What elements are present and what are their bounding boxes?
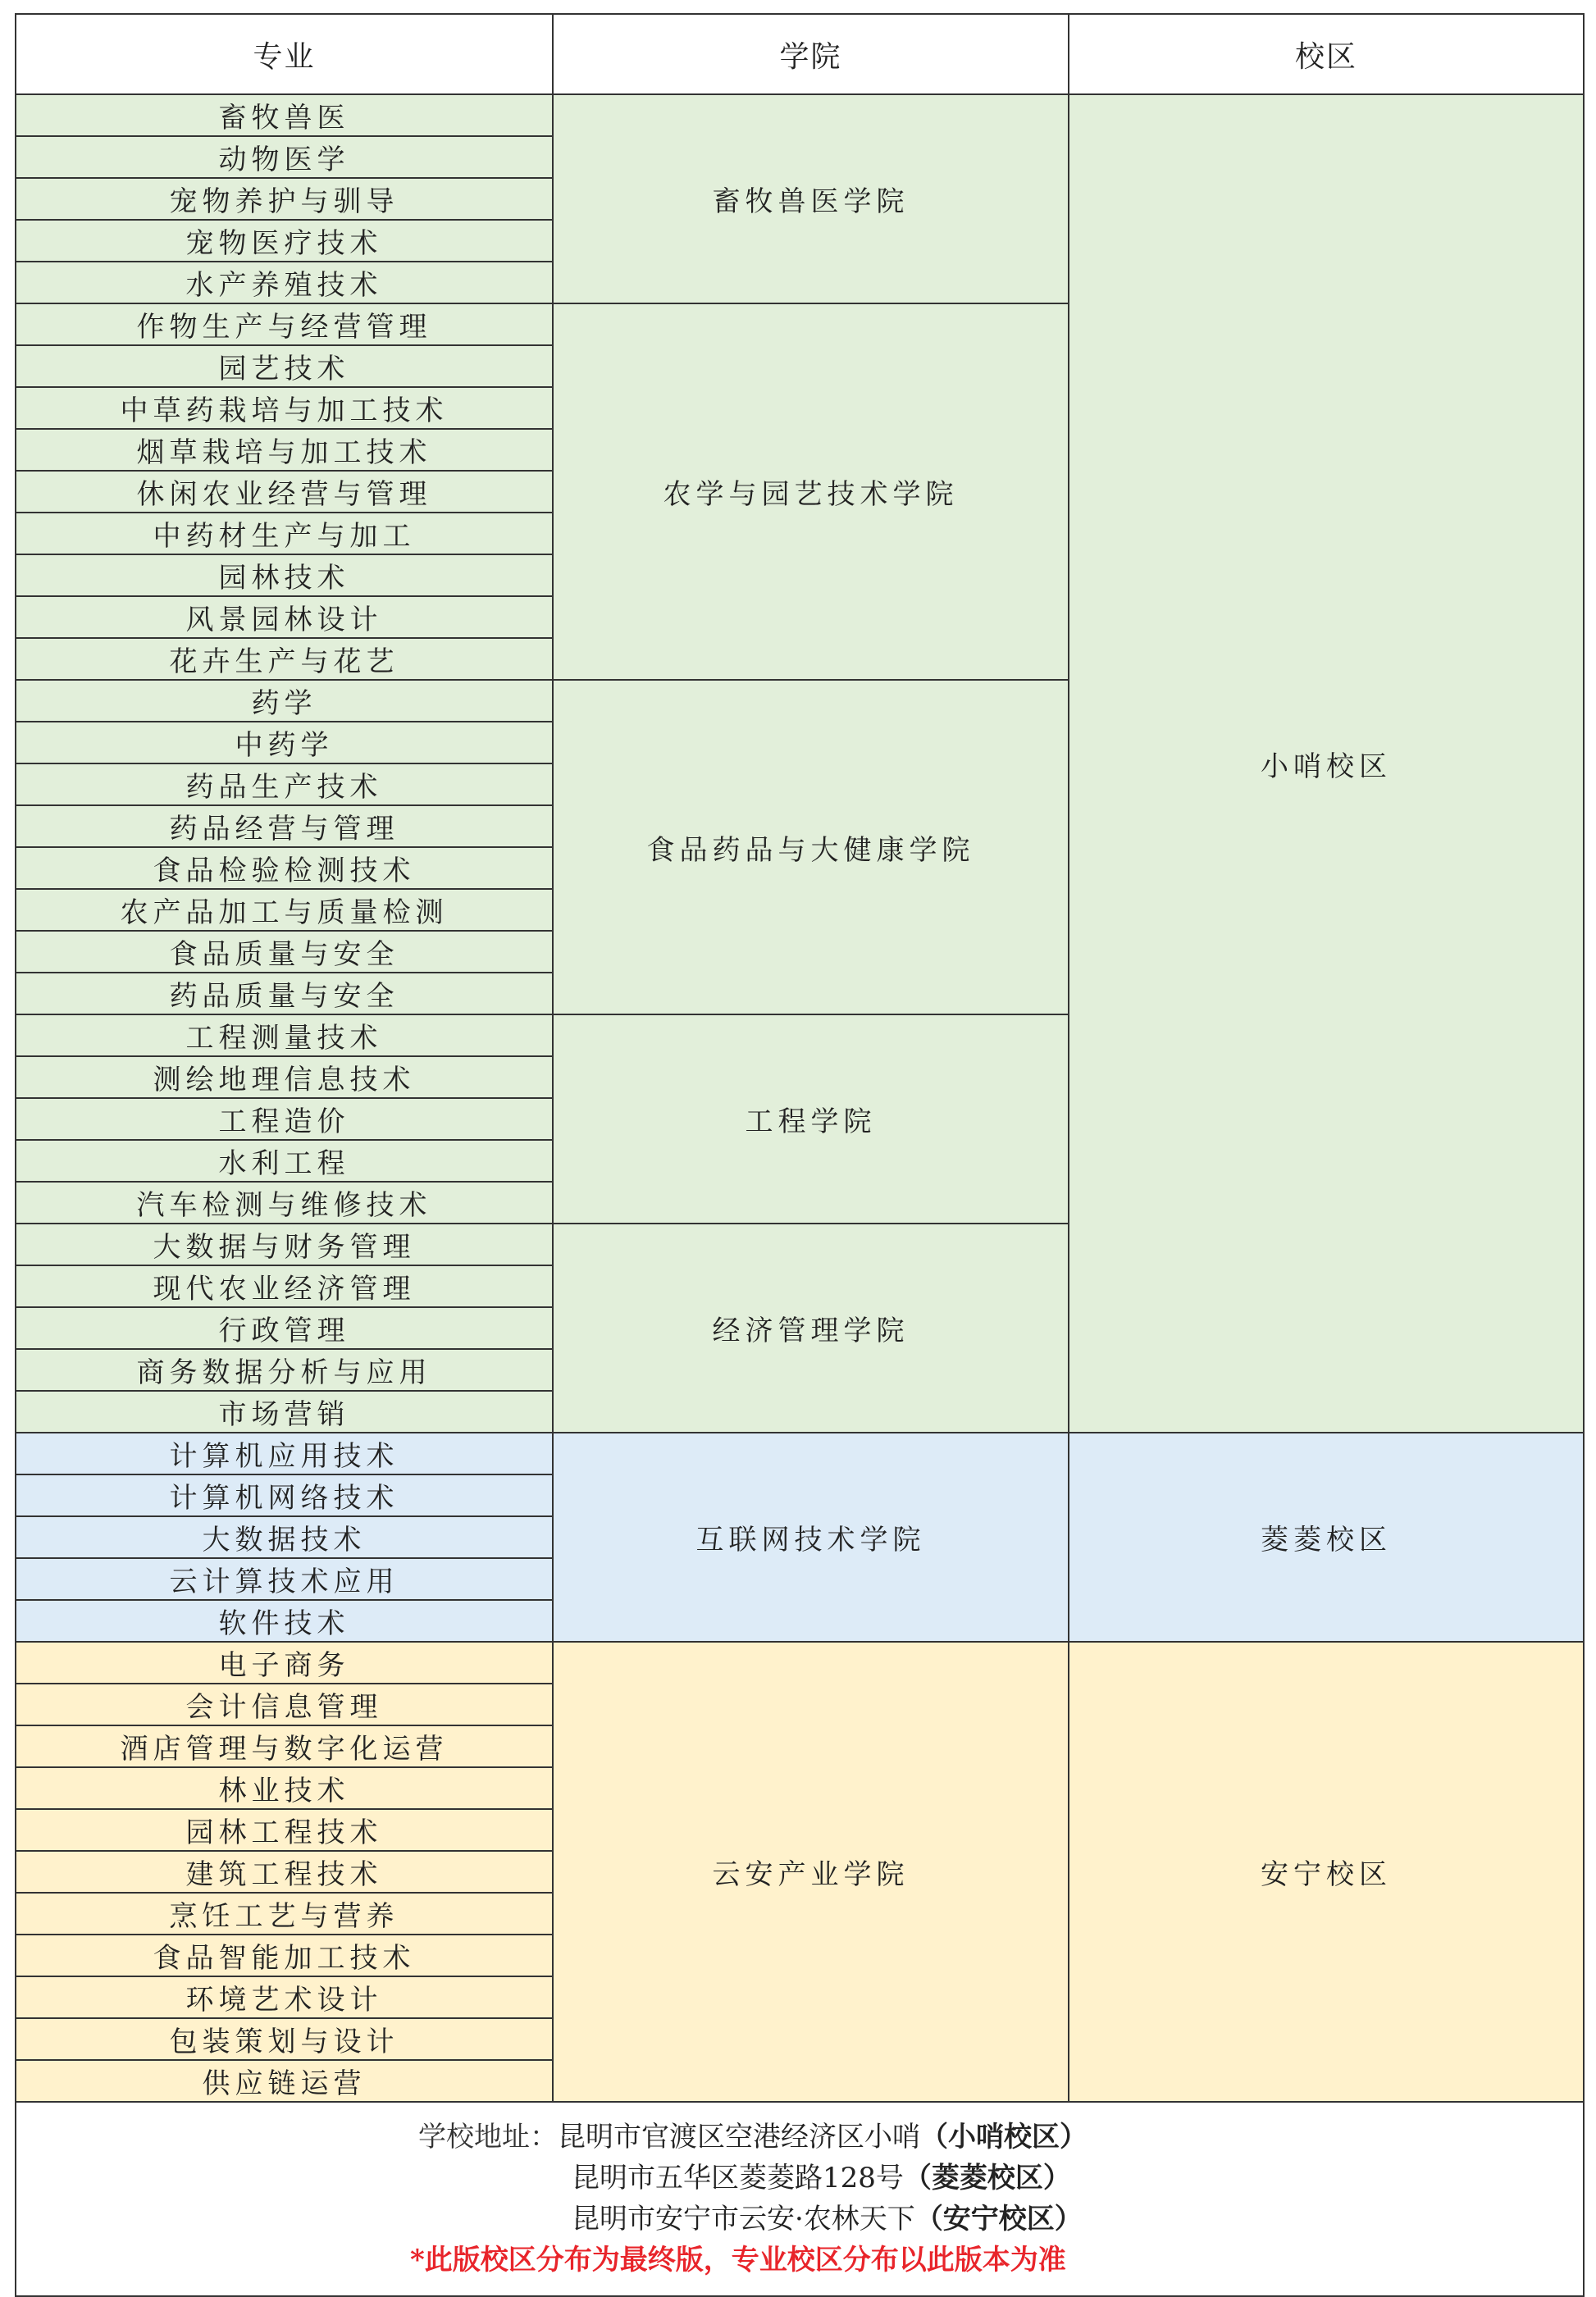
- address-text: 昆明市五华区菱菱路128号: [572, 2162, 904, 2194]
- header-campus: 校区: [1069, 14, 1584, 94]
- major-cell: 行政管理: [16, 1307, 553, 1349]
- major-cell: 大数据与财务管理: [16, 1224, 553, 1265]
- college-cell: 经济管理学院: [553, 1224, 1069, 1433]
- major-cell: 烹饪工艺与营养: [16, 1893, 553, 1935]
- major-cell: 软件技术: [16, 1600, 553, 1642]
- major-cell: 药品生产技术: [16, 763, 553, 805]
- major-cell: 园林技术: [16, 554, 553, 596]
- address-text: 昆明市安宁市云安·农林天下: [572, 2203, 915, 2235]
- lingling-campus-group: [16, 1433, 1584, 1642]
- major-cell: 工程造价: [16, 1098, 553, 1140]
- college-cell: 农学与园艺技术学院: [553, 303, 1069, 680]
- campus-cell: 安宁校区: [1069, 1642, 1584, 2102]
- major-cell: 宠物养护与驯导: [16, 178, 553, 220]
- major-cell: 园艺技术: [16, 345, 553, 387]
- major-cell: 食品质量与安全: [16, 931, 553, 973]
- major-cell: 园林工程技术: [16, 1809, 553, 1851]
- header-major: 专业: [16, 14, 553, 94]
- major-cell: 包装策划与设计: [16, 2018, 553, 2060]
- header-college: 学院: [553, 14, 1069, 94]
- major-cell: 酒店管理与数字化运营: [16, 1725, 553, 1767]
- major-cell: 风景园林设计: [16, 596, 553, 638]
- major-cell: 水产养殖技术: [16, 262, 553, 303]
- table-row: [16, 94, 1584, 136]
- major-cell: 烟草栽培与加工技术: [16, 429, 553, 471]
- major-cell: 商务数据分析与应用: [16, 1349, 553, 1391]
- major-cell: 现代农业经济管理: [16, 1265, 553, 1307]
- address-text: 昆明市官渡区空港经济区小哨: [558, 2121, 920, 2153]
- college-cell: 云安产业学院: [553, 1642, 1069, 2102]
- college-cell: 食品药品与大健康学院: [553, 680, 1069, 1014]
- major-cell: 药品质量与安全: [16, 973, 553, 1014]
- address-campus-tag: （安宁校区）: [914, 2203, 1083, 2235]
- address-campus-tag: （菱菱校区）: [903, 2162, 1071, 2194]
- major-cell: 工程测量技术: [16, 1014, 553, 1056]
- table-row: [16, 1433, 1584, 1474]
- campus-cell: 菱菱校区: [1069, 1433, 1584, 1642]
- major-cell: 计算机应用技术: [16, 1433, 553, 1474]
- major-cell: 林业技术: [16, 1767, 553, 1809]
- campus-distribution-table: [15, 13, 1585, 2297]
- final-version-notice: *此版校区分布为最终版，专业校区分布以此版本为准: [410, 2244, 1066, 2276]
- address-label: 学校地址：: [418, 2121, 558, 2153]
- major-cell: 测绘地理信息技术: [16, 1056, 553, 1098]
- major-cell: 电子商务: [16, 1642, 553, 1684]
- college-cell: 工程学院: [553, 1014, 1069, 1224]
- footer-row: [16, 2102, 1584, 2296]
- major-cell: 花卉生产与花艺: [16, 638, 553, 680]
- footer-cell: [16, 2102, 1584, 2296]
- major-cell: 休闲农业经营与管理: [16, 471, 553, 513]
- major-cell: 中药材生产与加工: [16, 513, 553, 554]
- major-cell: 农产品加工与质量检测: [16, 889, 553, 931]
- major-cell: 供应链运营: [16, 2060, 553, 2102]
- major-cell: 水利工程: [16, 1140, 553, 1182]
- major-cell: 食品检验检测技术: [16, 847, 553, 889]
- major-cell: 动物医学: [16, 136, 553, 178]
- campus-cell: 小哨校区: [1069, 94, 1584, 1433]
- address-campus-tag: （小哨校区）: [920, 2121, 1088, 2153]
- major-cell: 会计信息管理: [16, 1684, 553, 1725]
- major-cell: 大数据技术: [16, 1516, 553, 1558]
- major-cell: 市场营销: [16, 1391, 553, 1433]
- major-cell: 宠物医疗技术: [16, 220, 553, 262]
- school-address-block: [16, 2103, 1583, 2295]
- address-line-3: [572, 2196, 1083, 2236]
- major-cell: 药品经营与管理: [16, 805, 553, 847]
- major-cell: 汽车检测与维修技术: [16, 1182, 553, 1224]
- campus-distribution-table-container: [15, 13, 1583, 2297]
- major-cell: 计算机网络技术: [16, 1474, 553, 1516]
- address-line-1: [418, 2114, 1088, 2154]
- college-cell: 互联网技术学院: [553, 1433, 1069, 1642]
- table-row: [16, 1642, 1584, 1684]
- major-cell: 畜牧兽医: [16, 94, 553, 136]
- address-line-2: [572, 2155, 1071, 2195]
- major-cell: 中药学: [16, 722, 553, 763]
- header-row: [16, 14, 1584, 94]
- major-cell: 云计算技术应用: [16, 1558, 553, 1600]
- anning-campus-group: [16, 1642, 1584, 2102]
- major-cell: 作物生产与经营管理: [16, 303, 553, 345]
- college-cell: 畜牧兽医学院: [553, 94, 1069, 303]
- xiaoshao-campus-group: [16, 94, 1584, 1433]
- major-cell: 药学: [16, 680, 553, 722]
- major-cell: 建筑工程技术: [16, 1851, 553, 1893]
- major-cell: 环境艺术设计: [16, 1976, 553, 2018]
- major-cell: 中草药栽培与加工技术: [16, 387, 553, 429]
- major-cell: 食品智能加工技术: [16, 1935, 553, 1976]
